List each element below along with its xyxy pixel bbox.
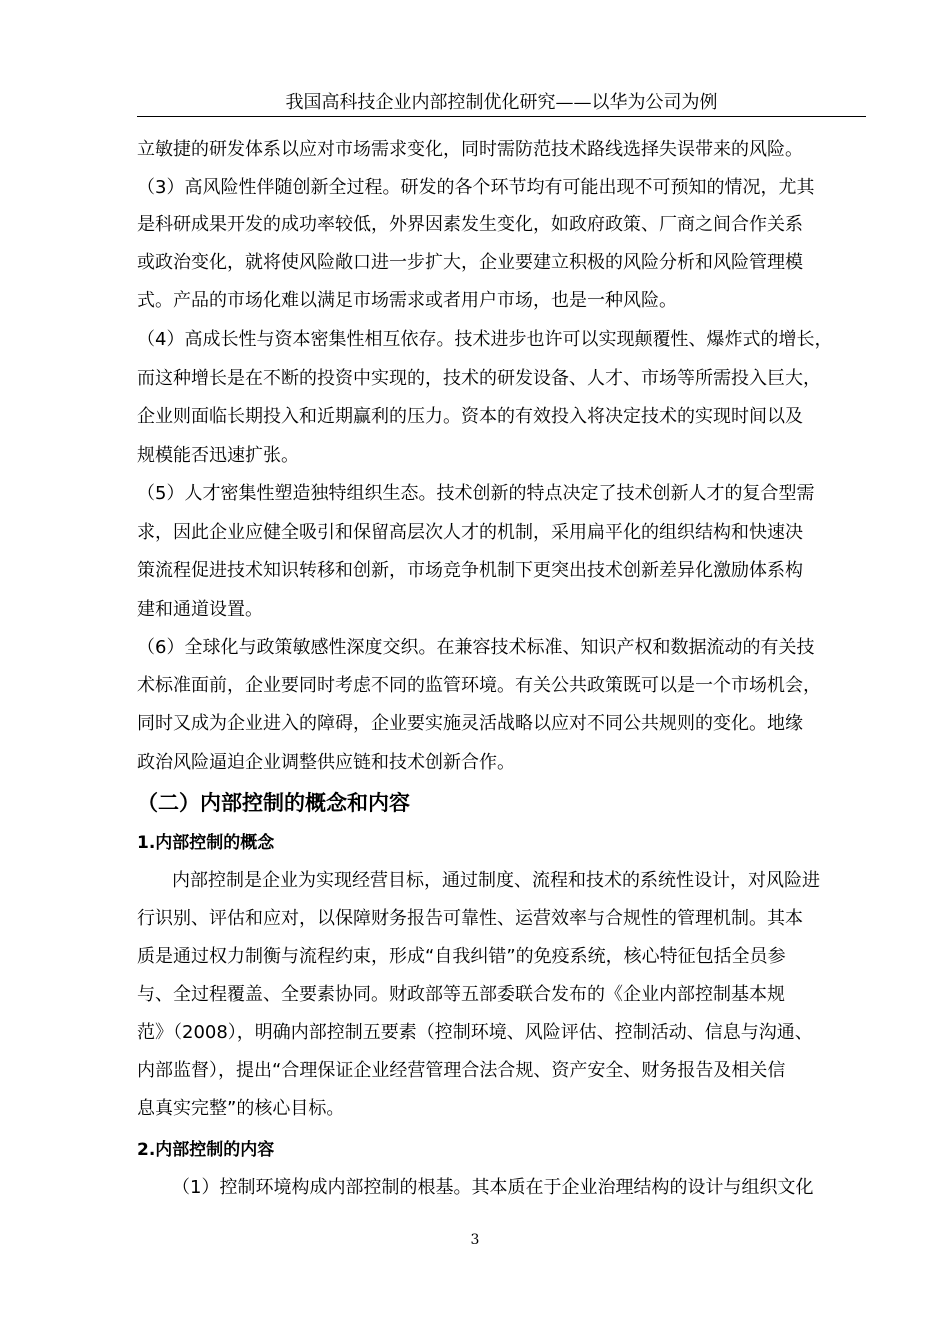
text-line: （4）高成长性与资本密集性相互依存。技术进步也许可以实现颠覆性、爆炸式的增长， <box>137 329 833 350</box>
text-line: 与、全过程覆盖、全要素协同。财政部等五部委联合发布的《企业内部控制基本规 <box>137 984 785 1005</box>
text-line: 求，因此企业应健全吸引和保留高层次人才的机制，采用扁平化的组织结构和快速决 <box>137 522 803 543</box>
text-line: 术标准面前，企业要同时考虑不同的监管环境。有关公共政策既可以是一个市场机会， <box>137 675 821 696</box>
text-line: 范》（2008），明确内部控制五要素（控制环境、风险评估、控制活动、信息与沟通、 <box>137 1022 813 1043</box>
header-rule <box>137 116 866 117</box>
text-line: 是科研成果开发的成功率较低，外界因素发生变化，如政府政策、厂商之间合作关系 <box>137 214 803 235</box>
text-line: 政治风险逼迫企业调整供应链和技术创新合作。 <box>137 752 515 773</box>
text-line: 策流程促进技术知识转移和创新，市场竞争机制下更突出技术创新差异化激励体系构 <box>137 560 803 581</box>
subheading-concept: 1.内部控制的概念 <box>137 833 275 853</box>
text-line: 建和通道设置。 <box>137 599 263 620</box>
text-line: 内部监督），提出“合理保证企业经营管理合法合规、资产安全、财务报告及相关信 <box>137 1060 786 1081</box>
page-number: 3 <box>470 1232 480 1248</box>
text-line: （5）人才密集性塑造独特组织生态。技术创新的特点决定了技术创新人才的复合型需 <box>137 483 815 504</box>
text-line: 企业则面临长期投入和近期赢利的压力。资本的有效投入将决定技术的实现时间以及 <box>137 406 803 427</box>
header-title: 我国高科技企业内部控制优化研究——以华为公司为例 <box>285 92 718 113</box>
text-line: 或政治变化，就将使风险敞口进一步扩大，企业要建立积极的风险分析和风险管理模 <box>137 252 803 273</box>
text-line: 而这种增长是在不断的投资中实现的，技术的研发设备、人才、市场等所需投入巨大， <box>137 368 821 389</box>
text-line: 立敏捷的研发体系以应对市场需求变化，同时需防范技术路线选择失误带来的风险。 <box>137 139 803 160</box>
text-line: 质是通过权力制衡与流程约束，形成“自我纠错”的免疫系统，核心特征包括全员参 <box>137 946 786 967</box>
text-line: （1）控制环境构成内部控制的根基。其本质在于企业治理结构的设计与组织文化 <box>172 1177 814 1198</box>
subheading-content: 2.内部控制的内容 <box>137 1140 275 1160</box>
text-line: 内部控制是企业为实现经营目标，通过制度、流程和技术的系统性设计，对风险进 <box>172 870 820 891</box>
text-line: 息真实完整”的核心目标。 <box>137 1098 345 1119</box>
section-heading: （二）内部控制的概念和内容 <box>137 791 410 815</box>
text-line: 式。产品的市场化难以满足市场需求或者用户市场，也是一种风险。 <box>137 290 677 311</box>
text-line: 行识别、评估和应对，以保障财务报告可靠性、运营效率与合规性的管理机制。其本 <box>137 908 803 929</box>
text-line: （6）全球化与政策敏感性深度交织。在兼容技术标准、知识产权和数据流动的有关技 <box>137 637 815 658</box>
text-line: 同时又成为企业进入的障碍，企业要实施灵活战略以应对不同公共规则的变化。地缘 <box>137 713 803 734</box>
text-line: （3）高风险性伴随创新全过程。研发的各个环节均有可能出现不可预知的情况，尤其 <box>137 177 815 198</box>
text-line: 规模能否迅速扩张。 <box>137 445 299 466</box>
